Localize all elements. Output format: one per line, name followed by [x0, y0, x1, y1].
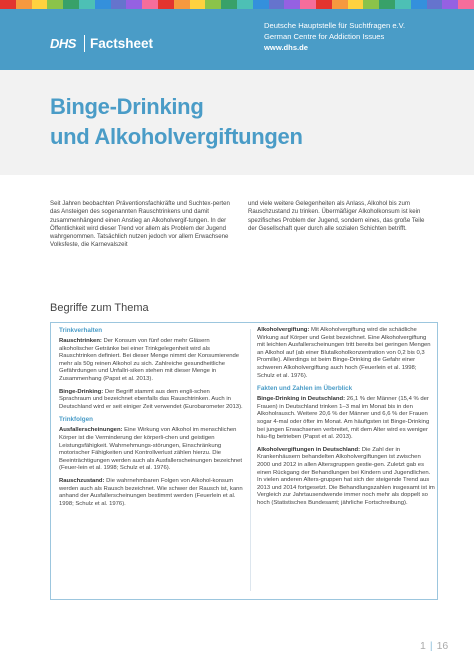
color-stripe-segment	[16, 0, 32, 9]
color-stripe-segment	[111, 0, 127, 9]
color-stripe-segment	[32, 0, 48, 9]
term-rauschzustand: Rauschzustand:	[59, 477, 105, 484]
color-stripe-segment	[300, 0, 316, 9]
entry-vergiftungen-deutschland	[257, 447, 435, 508]
entry-alkoholvergiftung	[257, 327, 435, 380]
color-stripe-segment	[126, 0, 142, 9]
entry-ausfallerscheinungen	[59, 427, 243, 473]
entry-rauschtrinken	[59, 338, 243, 384]
factsheet-label: Factsheet	[90, 36, 154, 51]
text-rauschtrinken: Der Konsum von fünf oder mehr Gläsern alkoholischer Getränke bei einer Trinkgelegenheit wird als Rauschtrinken definiert. Bei dieser Menge nimmt der Konsumierende mehr als 50g reinen Alkohol zu sich. Zahlreiche gesundheitliche Gefährdungen und Unfallri-siken stehen mit dieser Menge in Zusammenhang (Papst et al. 2013).	[59, 338, 240, 382]
color-stripe-segment	[284, 0, 300, 9]
term-alkoholvergiftung: Alkoholvergiftung:	[257, 327, 310, 333]
entry-binge-deutschland	[257, 396, 435, 442]
color-stripe-segment	[379, 0, 395, 9]
term-rauschtrinken: Rauschtrinken:	[59, 338, 102, 344]
color-stripe-segment	[348, 0, 364, 9]
term-ausfallerscheinungen: Ausfallerscheinungen:	[59, 427, 123, 434]
color-stripe	[0, 0, 474, 9]
color-stripe-segment	[411, 0, 427, 9]
heading-trinkverhalten: Trinkverhalten	[59, 327, 103, 334]
intro-right: und viele weitere Gelegenheiten als Anlass, Alkohol bis zum Rauschzustand zu trinken. Übermäßiger Alkoholkonsum ist kein spezifisches Problem der Jugend, sondern eines, das große Teile der Gesellschaft quer durch alle sozialen Schichten betrifft.	[248, 200, 425, 232]
text-ausfallerscheinungen: Eine Wirkung von Alkohol im menschlichen Körper ist die Verminderung der körperli-chen und geistigen Leistungsfähigkeit. Wahrnehmungs-störungen, Einschränkung motorischer Fähigkeiten und Kontrollverlust zählen hierzu. Die Beeinträchtigungen werden auch als Ausfallerscheinungen bezeichnet (Feuer-lein et al. 1998; Schulz et al. 1976).	[59, 427, 243, 472]
term-binge-deutschland: Binge-Drinking in Deutschland:	[257, 396, 346, 403]
color-stripe-segment	[332, 0, 348, 9]
color-stripe-segment	[316, 0, 332, 9]
column-divider	[250, 329, 251, 591]
page-total: 16	[436, 640, 449, 652]
color-stripe-segment	[79, 0, 95, 9]
color-stripe-segment	[253, 0, 269, 9]
title-line-2: und Alkoholvergiftungen	[50, 124, 303, 149]
text-binge-deutschland: 26,1 % der Männer (15,4 % der Frauen) in Deutschland trinken 1–3 mal im Monat bis in den Alkoholrausch. Weitere 20,6 % der Männer und 6,6 % der Frauen sogar 4-mal oder öfter im Monat. Am häufigsten ist Binge-Drinking bei jungen Erwachsenen verbreitet, mit dem Alter wird es weniger häu-fig betrieben (Papst et al. 2013).	[257, 396, 430, 441]
section-title: Begriffe zum Thema	[50, 302, 149, 314]
term-vergiftungen-deutschland: Alkoholvergiftungen in Deutschland:	[257, 446, 361, 453]
color-stripe-segment	[95, 0, 111, 9]
color-stripe-segment	[142, 0, 158, 9]
color-stripe-segment	[63, 0, 79, 9]
organization-info	[264, 20, 405, 53]
title-line-1: Binge-Drinking	[50, 94, 204, 119]
color-stripe-segment	[427, 0, 443, 9]
logo-divider	[84, 35, 85, 52]
color-stripe-segment	[47, 0, 63, 9]
text-vergiftungen-deutschland: Die Zahl der in Krankenhäusern behandelten Alkoholvergiftungen ist zwischen 2000 und 2012 in allen Altersgruppen gestie-gen. Zuletzt gab es einen Rückgang der Behandlungen bei Kindern und Jugendlichen. In vielen anderen Alters-gruppen hat sich der steigende Trend aus 2013 und 2014 fortgesetzt. Die Behandlungszahlen insgesamt ist im Vergleich zur Jahrtausendwende immer noch mehr als doppelt so hoch (Statistisches Bundesamt; jährliche Fortschreibung).	[257, 446, 435, 506]
page-current: 1	[420, 640, 426, 652]
heading-fakten: Fakten und Zahlen im Überblick	[257, 385, 353, 393]
page-separator: |	[429, 640, 433, 652]
color-stripe-segment	[269, 0, 285, 9]
color-stripe-segment	[205, 0, 221, 9]
color-stripe-segment	[190, 0, 206, 9]
text-rauschzustand: Die wahrnehmbaren Folgen von Alkohol-konsum werden auch als Rausch bezeichnet. Wie schwer der Rausch ist, kann anhand der Ausfallerscheinungen bestimmt werden (Feuerlein et al. 1998; Schulz et al. 1976).	[59, 477, 243, 507]
text-alkoholvergiftung: Mit Alkoholvergiftung wird die schädliche Wirkung auf Körper und Geist bezeichnet. Eine Alkoholvergiftung mit leichten Ausfallerscheinungen tritt bereits bei geringen Mengen an Alkohol auf (ab einer Blutalkoholkonzentration von 0,2 bis 0,3 Promille). Allerdings ist beim Binge-Drinking die Gefahr einer schweren Alkoholvergiftung auch hoch (Feuerlein et al. 1998; Schulz et al. 1976).	[257, 327, 431, 379]
org-name-de: Deutsche Hauptstelle für Suchtfragen e.V.	[264, 21, 406, 30]
intro-left: Seit Jahren beobachten Präventionsfachkräfte und Suchtex-perten das Ansteigen des sogenannten Rauschtrinkens und damit zusammenhängend einen Anstieg an Alkoholvergif-tungen. In der Öffentlichkeit wird dieser Trend vor allem als Problem der Jugend wahrgenommen. Tatsächlich nutzen jedoch vor allem Erwachsene Volksfeste, die Karnevalszeit	[50, 200, 230, 249]
entry-binge-drinking	[59, 389, 243, 412]
glossary-right-column	[257, 327, 435, 512]
color-stripe-segment	[174, 0, 190, 9]
page-number	[420, 640, 448, 652]
dhs-logo: DHS	[50, 36, 76, 51]
term-binge-drinking: Binge-Drinking:	[59, 388, 104, 395]
color-stripe-segment	[442, 0, 458, 9]
header-banner	[0, 0, 474, 70]
org-name-en: German Centre for Addiction Issues	[264, 32, 385, 41]
color-stripe-segment	[158, 0, 174, 9]
color-stripe-segment	[237, 0, 253, 9]
heading-trinkfolgen: Trinkfolgen	[59, 416, 93, 424]
text-binge-drinking: Der Begriff stammt aus dem engli-schen Sprachraum und bezeichnet ebenfalls das Rauschtrinken. Auch in Deutschland wird er seit einiger Zeit verwendet (Eurobarometer 2013).	[59, 388, 243, 410]
entry-rauschzustand	[59, 478, 243, 508]
glossary-left-column	[59, 327, 243, 513]
color-stripe-segment	[363, 0, 379, 9]
glossary-box	[50, 322, 438, 600]
color-stripe-segment	[0, 0, 16, 9]
color-stripe-segment	[395, 0, 411, 9]
color-stripe-segment	[458, 0, 474, 9]
page-title	[50, 92, 303, 152]
color-stripe-segment	[221, 0, 237, 9]
website-link[interactable]: www.dhs.de	[264, 43, 309, 52]
